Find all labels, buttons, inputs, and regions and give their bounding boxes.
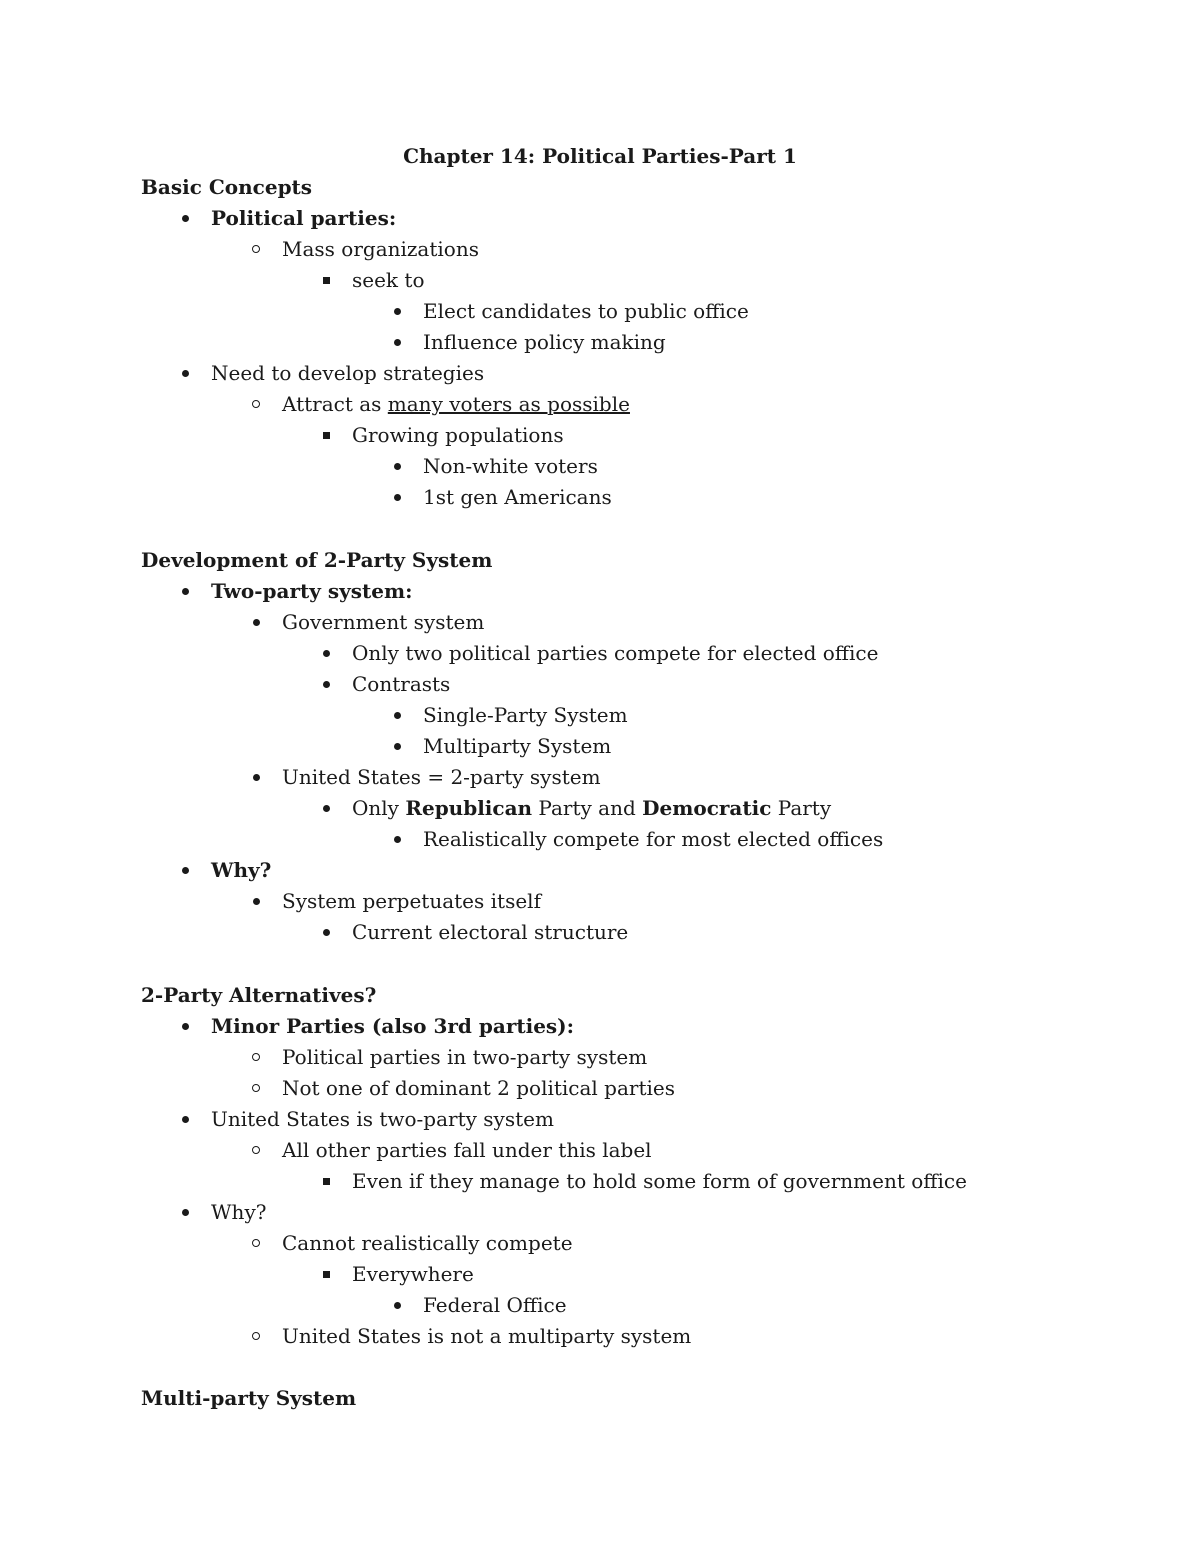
list-item-text (282, 1135, 652, 1166)
list-item-text (423, 296, 749, 327)
list-item (0, 1259, 1200, 1290)
text-run: System perpetuates itself (282, 889, 541, 913)
list-item (0, 607, 1200, 638)
list-item (0, 265, 1200, 296)
section-heading-development: Development of 2-Party System (141, 548, 493, 572)
list-item-text (282, 1228, 573, 1259)
list-item (0, 327, 1200, 358)
filled-bullet-icon (387, 451, 407, 482)
filled-bullet-icon (387, 327, 407, 358)
filled-bullet-icon (175, 855, 195, 886)
list-item-text (423, 327, 666, 358)
list-item (0, 1321, 1200, 1352)
text-run: Current electoral structure (352, 920, 629, 944)
list-item-text (352, 420, 564, 451)
list-item (0, 358, 1200, 389)
filled-bullet-icon (175, 358, 195, 389)
square-bullet-icon (316, 265, 336, 296)
text-run: Need to develop strategies (211, 361, 485, 385)
text-run: Why? (211, 858, 272, 882)
list-item (0, 389, 1200, 420)
text-run: United States = 2-party system (282, 765, 601, 789)
list-item (0, 669, 1200, 700)
text-run: Political parties in two-party system (282, 1045, 648, 1069)
text-run: Attract as (282, 392, 388, 416)
text-run: Political parties: (211, 206, 397, 230)
list-item-text (423, 451, 598, 482)
list-item-text (423, 482, 612, 513)
text-run: Even if they manage to hold some form of government office (352, 1169, 967, 1193)
text-run: Government system (282, 610, 485, 634)
list-item-text (423, 1290, 567, 1321)
hollow-bullet-icon (246, 1135, 266, 1166)
list-item (0, 700, 1200, 731)
list-item (0, 1197, 1200, 1228)
filled-bullet-icon (175, 576, 195, 607)
text-run: Elect candidates to public office (423, 299, 749, 323)
text-run: 1st gen Americans (423, 485, 612, 509)
filled-bullet-icon (387, 824, 407, 855)
list-item (0, 638, 1200, 669)
filled-bullet-icon (246, 762, 266, 793)
list-item (0, 1042, 1200, 1073)
list-item-text (211, 1197, 266, 1228)
hollow-bullet-icon (246, 1073, 266, 1104)
filled-bullet-icon (316, 669, 336, 700)
text-run: United States is two-party system (211, 1107, 554, 1131)
list-item-text (211, 855, 271, 886)
list-item-text (211, 1011, 574, 1042)
hollow-bullet-icon (246, 234, 266, 265)
hollow-bullet-icon (246, 1228, 266, 1259)
list-item-text (423, 731, 611, 762)
text-run: Party and (532, 796, 643, 820)
text-run: Growing populations (352, 423, 564, 447)
list-item (0, 762, 1200, 793)
square-bullet-icon (316, 1259, 336, 1290)
list-item (0, 1166, 1200, 1197)
list-item (0, 731, 1200, 762)
text-run: Contrasts (352, 672, 451, 696)
list-item (0, 1104, 1200, 1135)
filled-bullet-icon (387, 1290, 407, 1321)
list-item (0, 793, 1200, 824)
list-item-text (211, 1104, 554, 1135)
list-item-text (423, 824, 883, 855)
list-item (0, 917, 1200, 948)
square-bullet-icon (316, 420, 336, 451)
text-run: Mass organizations (282, 237, 479, 261)
list-item (0, 1290, 1200, 1321)
filled-bullet-icon (175, 1197, 195, 1228)
section-heading-alternatives: 2-Party Alternatives? (141, 983, 377, 1007)
list-item (0, 296, 1200, 327)
text-run: Single-Party System (423, 703, 628, 727)
text-run: Why? (211, 1200, 267, 1224)
section-heading-basic: Basic Concepts (141, 175, 313, 199)
filled-bullet-icon (175, 1104, 195, 1135)
text-run: Influence policy making (423, 330, 666, 354)
list-item (0, 203, 1200, 234)
square-bullet-icon (316, 1166, 336, 1197)
list-item (0, 576, 1200, 607)
list-item (0, 1228, 1200, 1259)
text-run: Democratic (642, 796, 772, 820)
list-item-text (211, 576, 413, 607)
text-run: Only two political parties compete for elected office (352, 641, 879, 665)
list-item-text (352, 793, 831, 824)
text-run: Non-white voters (423, 454, 598, 478)
list-item-text (282, 886, 541, 917)
list-item-text (352, 917, 628, 948)
text-run: United States is not a multiparty system (282, 1324, 692, 1348)
list-item-text (282, 234, 479, 265)
section-heading-multiparty: Multi-party System (141, 1386, 357, 1410)
text-run: many voters as possible (387, 392, 630, 416)
page-title: Chapter 14: Political Parties-Part 1 (403, 144, 797, 168)
hollow-bullet-icon (246, 1321, 266, 1352)
list-item-text (352, 265, 425, 296)
list-item-text (352, 638, 878, 669)
list-item (0, 855, 1200, 886)
list-item (0, 824, 1200, 855)
filled-bullet-icon (316, 917, 336, 948)
list-item-text (211, 203, 396, 234)
list-item (0, 234, 1200, 265)
list-item (0, 451, 1200, 482)
list-item (0, 1073, 1200, 1104)
text-run: Cannot realistically compete (282, 1231, 573, 1255)
filled-bullet-icon (387, 731, 407, 762)
hollow-bullet-icon (246, 389, 266, 420)
filled-bullet-icon (246, 886, 266, 917)
list-item (0, 420, 1200, 451)
list-item-text (352, 669, 450, 700)
text-run: Republican (405, 796, 533, 820)
list-item-text (282, 1321, 691, 1352)
text-run: Federal Office (423, 1293, 567, 1317)
list-item-text (211, 358, 484, 389)
text-run: Not one of dominant 2 political parties (282, 1076, 675, 1100)
text-run: Only (352, 796, 406, 820)
list-item-text (352, 1259, 474, 1290)
filled-bullet-icon (175, 203, 195, 234)
text-run: Party (771, 796, 832, 820)
text-run: Realistically compete for most elected offices (423, 827, 884, 851)
text-run: Two-party system: (211, 579, 413, 603)
list-item-text (282, 762, 601, 793)
filled-bullet-icon (246, 607, 266, 638)
filled-bullet-icon (316, 638, 336, 669)
filled-bullet-icon (387, 482, 407, 513)
list-item (0, 1135, 1200, 1166)
list-item-text (423, 700, 628, 731)
list-item (0, 482, 1200, 513)
list-item-text (282, 1073, 675, 1104)
list-item (0, 1011, 1200, 1042)
text-run: Everywhere (352, 1262, 474, 1286)
list-item-text (352, 1166, 967, 1197)
list-item (0, 886, 1200, 917)
hollow-bullet-icon (246, 1042, 266, 1073)
text-run: seek to (352, 268, 425, 292)
list-item-text (282, 1042, 647, 1073)
list-item-text (282, 389, 630, 420)
list-item-text (282, 607, 484, 638)
filled-bullet-icon (387, 700, 407, 731)
text-run: Multiparty System (423, 734, 612, 758)
filled-bullet-icon (175, 1011, 195, 1042)
text-run: All other parties fall under this label (282, 1138, 652, 1162)
filled-bullet-icon (387, 296, 407, 327)
text-run: Minor Parties (also 3rd parties): (211, 1014, 575, 1038)
filled-bullet-icon (316, 793, 336, 824)
